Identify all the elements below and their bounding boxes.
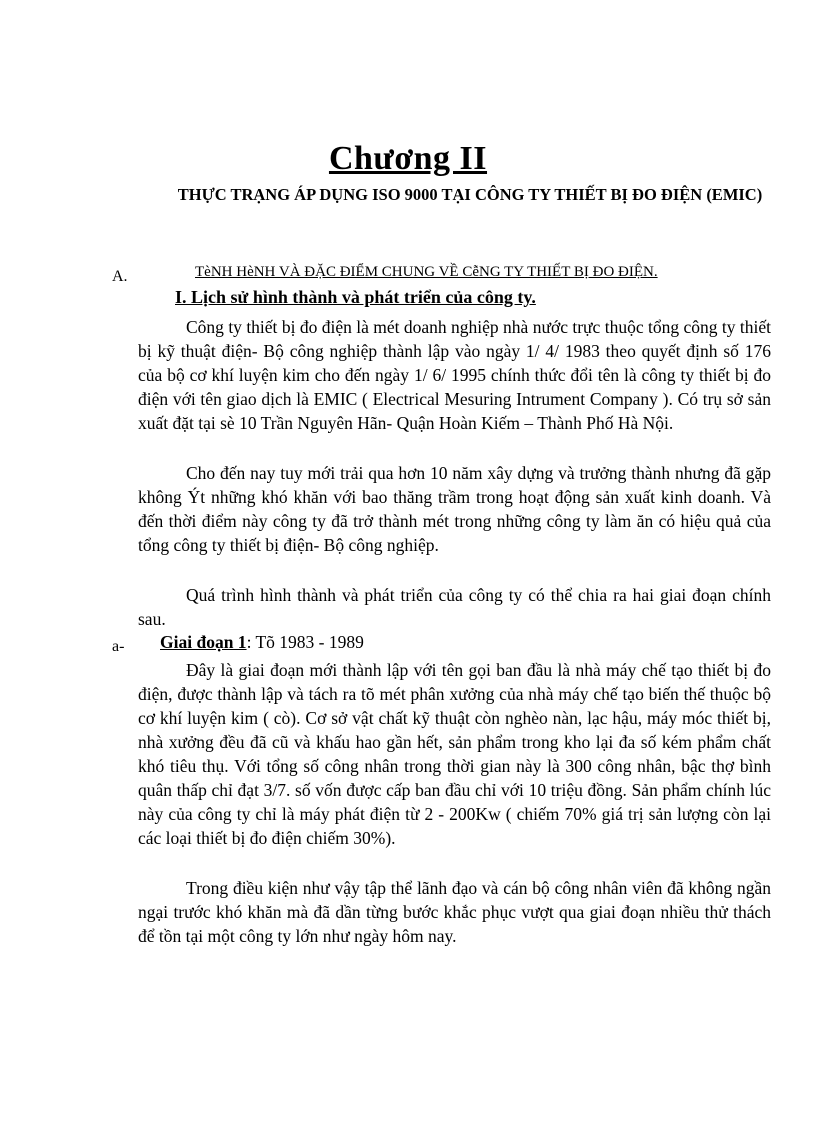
section-a-marker: A. (112, 268, 128, 285)
section-a-heading: TèNH HèNH VÀ ĐẶC ĐIỂM CHUNG VỀ CễNG TY THIẾT BỊ ĐO ĐIỆN. (195, 264, 658, 280)
section-1-heading: I. Lịch sử hình thành và phát triển của công ty. (175, 287, 536, 307)
paragraph-2: Cho đến nay tuy mới trải qua hơn 10 năm xây dựng và trưởng thành nhưng đã gặp không Ýt những khó khăn với bao thăng trầm trong hoạt động sản xuất kinh doanh. Và đến thời điểm này công ty đã trở thành mét trong những công ty làm ăn có hiệu quả của tổng công ty thiết bị điện- Bộ công nghiệp. (138, 463, 771, 555)
chapter-title: Chương II (328, 140, 488, 177)
paragraph-1: Công ty thiết bị đo điện là mét doanh nghiệp nhà nước trực thuộc tổng công ty thiết bị kỹ thuật điện- Bộ công nghiệp thành lập vào ngày 1/ 4/ 1983 theo quyết định số 176 của bộ cơ khí luyện kim cho đến ngày 1/ 6/ 1995 chính thức đổi tên là công ty thiết bị đo điện với tên giao dịch là EMIC ( Electrical Mesuring Intrument Company ). Có trụ sở sản xuất đặt tại sè 10 Trần Nguyên Hãn- Quận Hoàn Kiếm – Thành Phố Hà Nội. (138, 317, 771, 433)
phase-paragraph-2: Trong điều kiện như vậy tập thể lãnh đạo và cán bộ công nhân viên đã không ngần ngại trước khó khăn mà đã dần từng bước khắc phục vượt qua giai đoạn nhiều thử thách để tồn tại một công ty lớn như ngày hôm nay. (138, 878, 771, 946)
chapter-subtitle: THỰC TRẠNG ÁP DỤNG ISO 9000 TẠI CÔNG TY THIẾT BỊ ĐO ĐIỆN (EMIC) (177, 185, 763, 204)
phase-paragraph-1: Đây là giai đoạn mới thành lập với tên gọi ban đầu là nhà máy chế tạo thiết bị đo điện, được thành lập và tách ra tõ mét phân xưởng của nhà máy chế tạo biến thế thuộc bộ cơ khí luyện kim ( cò). Cơ sở vật chất kỹ thuật còn nghèo nàn, lạc hậu, máy móc thiết bị, nhà xưởng đều đã cũ và khấu hao gần hết, sản phẩm trong kho lại đa số kém phẩm chất khó tiêu thụ. Với tổng số công nhân trong thời gian này là 300 công nhân, bậc thợ bình quân thấp chỉ đạt 3/7. số vốn được cấp ban đầu chỉ với 10 triệu đồng. Sản phẩm chính lúc này của công ty chỉ là máy phát điện từ 2 - 200Kw ( chiếm 70% giá trị sản lượng còn lại các loại thiết bị đo điện chiếm 30%). (138, 660, 771, 848)
phase-label: Giai đoạn 1 (160, 632, 247, 652)
phase-marker: a- (112, 638, 125, 655)
paragraph-3: Quá trình hình thành và phát triển của công ty có thể chia ra hai giai đoạn chính sau. (138, 585, 771, 629)
phase-range: : Tõ 1983 - 1989 (246, 632, 364, 652)
phase-heading (160, 632, 364, 653)
